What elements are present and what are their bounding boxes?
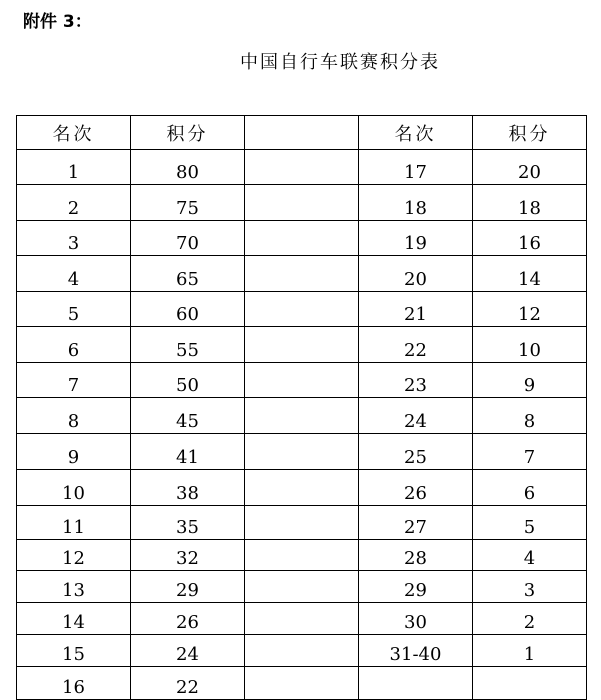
right-rank-cell: 22 — [359, 327, 473, 363]
table-row — [17, 256, 587, 292]
table-gap-cell — [245, 116, 359, 150]
table-row — [17, 327, 587, 363]
left-points-cell: 38 — [131, 470, 245, 506]
left-rank-cell: 7 — [17, 363, 131, 398]
table-gap-cell — [245, 434, 359, 470]
table-gap-cell — [245, 470, 359, 506]
left-rank-cell: 2 — [17, 185, 131, 221]
right-rank-cell: 23 — [359, 363, 473, 398]
left-rank-cell: 8 — [17, 398, 131, 434]
right-rank-cell: 25 — [359, 434, 473, 470]
table-row — [17, 470, 587, 506]
right-points-cell: 9 — [473, 363, 587, 398]
left-rank-cell: 14 — [17, 603, 131, 635]
left-rank-cell: 6 — [17, 327, 131, 363]
right-rank-cell: 29 — [359, 571, 473, 603]
left-points-cell: 22 — [131, 667, 245, 700]
table-gap-cell — [245, 363, 359, 398]
left-rank-cell: 16 — [17, 667, 131, 700]
right-points-cell: 3 — [473, 571, 587, 603]
left-points-cell: 24 — [131, 635, 245, 667]
left-rank-cell: 12 — [17, 540, 131, 571]
table-gap-cell — [245, 540, 359, 571]
right-points-cell: 8 — [473, 398, 587, 434]
table-row — [17, 667, 587, 700]
left-points-cell: 41 — [131, 434, 245, 470]
right-rank-cell: 27 — [359, 506, 473, 540]
table-row — [17, 540, 587, 571]
table-row — [17, 221, 587, 256]
left-points-cell: 60 — [131, 292, 245, 327]
right-rank-cell: 19 — [359, 221, 473, 256]
left-rank-header: 名次 — [17, 116, 131, 150]
right-rank-cell — [359, 667, 473, 700]
table-gap-cell — [245, 398, 359, 434]
right-points-cell: 5 — [473, 506, 587, 540]
table-gap-cell — [245, 506, 359, 540]
table-gap-cell — [245, 292, 359, 327]
left-rank-cell: 3 — [17, 221, 131, 256]
left-points-cell: 75 — [131, 185, 245, 221]
right-points-header: 积分 — [473, 116, 587, 150]
right-points-cell: 1 — [473, 635, 587, 667]
table-row — [17, 363, 587, 398]
right-points-cell: 10 — [473, 327, 587, 363]
table-row — [17, 603, 587, 635]
right-rank-cell: 21 — [359, 292, 473, 327]
right-points-cell: 14 — [473, 256, 587, 292]
left-rank-cell: 9 — [17, 434, 131, 470]
left-points-cell: 29 — [131, 571, 245, 603]
left-points-header: 积分 — [131, 116, 245, 150]
table-row — [17, 635, 587, 667]
table-row — [17, 506, 587, 540]
table-gap-cell — [245, 667, 359, 700]
left-points-cell: 26 — [131, 603, 245, 635]
right-points-cell: 4 — [473, 540, 587, 571]
right-points-cell — [473, 667, 587, 700]
points-table-body — [17, 116, 587, 700]
right-rank-header: 名次 — [359, 116, 473, 150]
right-rank-cell: 18 — [359, 185, 473, 221]
right-points-cell: 16 — [473, 221, 587, 256]
table-row — [17, 150, 587, 185]
table-row — [17, 571, 587, 603]
table-gap-cell — [245, 327, 359, 363]
right-rank-cell: 24 — [359, 398, 473, 434]
table-gap-cell — [245, 603, 359, 635]
left-rank-cell: 4 — [17, 256, 131, 292]
document-title: 中国自行车联赛积分表 — [240, 52, 440, 73]
right-rank-cell: 30 — [359, 603, 473, 635]
right-rank-cell: 20 — [359, 256, 473, 292]
table-row — [17, 434, 587, 470]
right-points-cell: 18 — [473, 185, 587, 221]
left-points-cell: 55 — [131, 327, 245, 363]
right-points-cell: 20 — [473, 150, 587, 185]
left-rank-cell: 13 — [17, 571, 131, 603]
left-rank-cell: 5 — [17, 292, 131, 327]
table-row — [17, 185, 587, 221]
left-rank-cell: 10 — [17, 470, 131, 506]
table-header-row — [17, 116, 587, 150]
right-points-cell: 2 — [473, 603, 587, 635]
left-points-cell: 35 — [131, 506, 245, 540]
left-rank-cell: 1 — [17, 150, 131, 185]
left-points-cell: 45 — [131, 398, 245, 434]
right-rank-cell: 28 — [359, 540, 473, 571]
left-points-cell: 32 — [131, 540, 245, 571]
right-rank-cell: 26 — [359, 470, 473, 506]
right-rank-cell: 31-40 — [359, 635, 473, 667]
left-points-cell: 80 — [131, 150, 245, 185]
table-gap-cell — [245, 256, 359, 292]
left-points-cell: 65 — [131, 256, 245, 292]
points-table — [16, 115, 587, 700]
table-row — [17, 292, 587, 327]
table-gap-cell — [245, 185, 359, 221]
table-gap-cell — [245, 150, 359, 185]
table-gap-cell — [245, 221, 359, 256]
table-row — [17, 398, 587, 434]
attachment-label: 附件 3： — [23, 12, 92, 32]
right-points-cell: 6 — [473, 470, 587, 506]
right-points-cell: 7 — [473, 434, 587, 470]
left-points-cell: 70 — [131, 221, 245, 256]
left-rank-cell: 11 — [17, 506, 131, 540]
right-rank-cell: 17 — [359, 150, 473, 185]
table-gap-cell — [245, 635, 359, 667]
left-rank-cell: 15 — [17, 635, 131, 667]
left-points-cell: 50 — [131, 363, 245, 398]
table-gap-cell — [245, 571, 359, 603]
right-points-cell: 12 — [473, 292, 587, 327]
